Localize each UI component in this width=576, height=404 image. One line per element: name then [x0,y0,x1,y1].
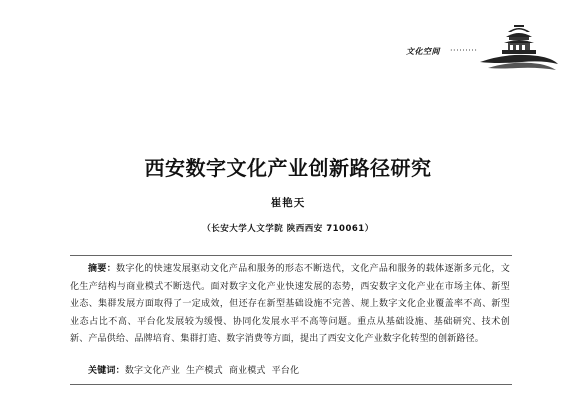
abstract-label: 摘要： [88,264,117,274]
column-dots: ········· [450,46,478,55]
keyword: 商业模式 [228,366,266,376]
keyword: 数字文化产业 [124,366,181,376]
keyword: 平台化 [271,366,300,376]
pavilion-logo-icon [478,22,560,74]
abstract-text: 数字化的快速发展驱动文化产品和服务的形态不断迭代，文化产品和服务的载体逐渐多元化，文化生产结构与商业模式不断迭代。面对数字文化产业快速发展的态势，西安数字文化产业在市场主体、新型业态、集群发展方面取得了一定成效，但还存在新型基础设施不完善、规上数字文化企业覆盖率不高、新型业态占比不高、平台化发展较为缓慢、协同化发展水平不高等问题。重点从基础设施、基础研究、技术创新、产品供给、品牌培育、集群打造、数字消费等方面，提出了西安文化产业数字化转型的创新路径。 [70,264,510,345]
author-affiliation: （长安大学人文学院 陕西西安 710061） [202,224,374,234]
abstract-top-rule [70,255,512,256]
author-name: 崔艳天 [270,197,306,209]
keywords-label: 关键词： [88,366,125,376]
article-title: 西安数字文化产业创新路径研究 [144,156,432,180]
abstract-paragraph [70,261,510,349]
keyword: 生产模式 [186,366,223,376]
column-tag: 文化空间 [406,47,440,56]
abstract-bottom-rule [70,384,512,385]
keywords-line [70,363,510,376]
